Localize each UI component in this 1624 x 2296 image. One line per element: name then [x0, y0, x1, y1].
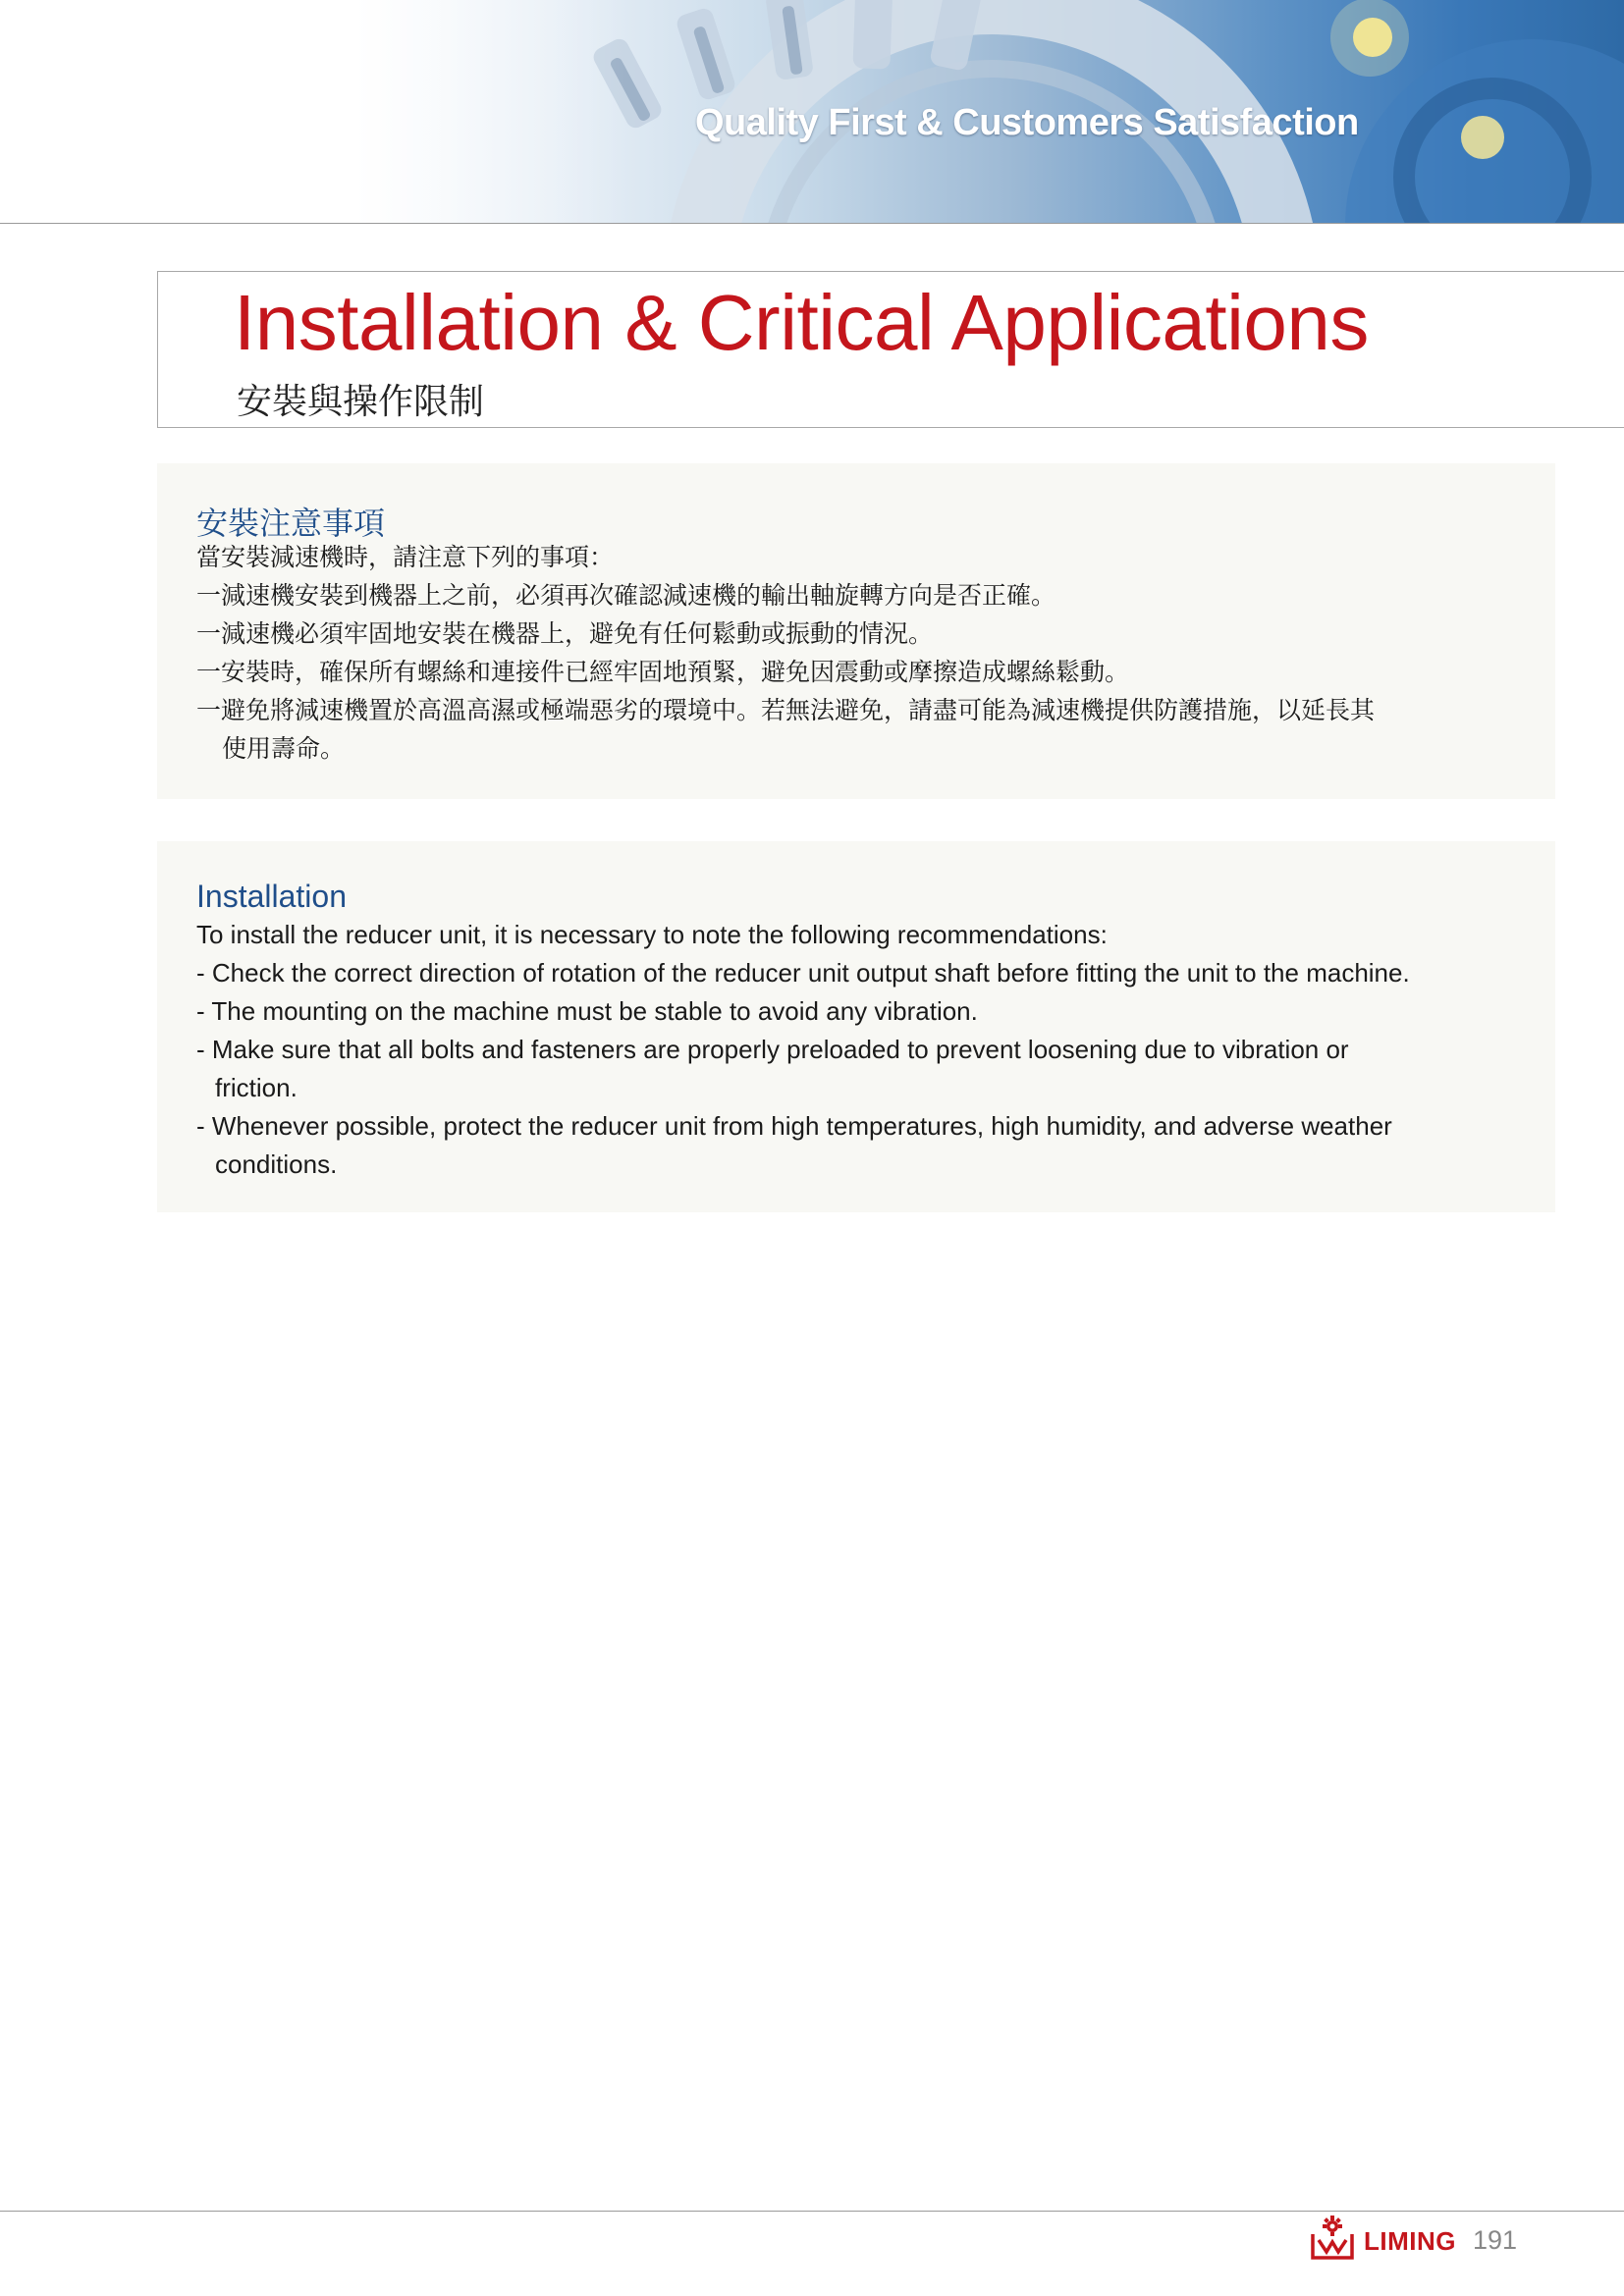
liming-gear-logo-icon: [1309, 2215, 1356, 2262]
section-intro-zh: 當安裝減速機時，請注意下列的事項：: [196, 543, 615, 571]
footer-brand: LIMING: [1364, 2226, 1456, 2256]
list-item: - The mounting on the machine must be stable to avoid any vibration.: [196, 996, 978, 1026]
page-title: Installation & Critical Applications: [234, 279, 1369, 366]
header-divider: [0, 223, 1624, 224]
list-item: - Whenever possible, protect the reducer unit from high temperatures, high humidity, and adverse weather conditions.: [196, 1111, 1392, 1179]
header-banner: [0, 0, 1624, 223]
installation-notes-zh-panel: [157, 463, 1555, 799]
section-intro-en: To install the reducer unit, it is necessary to note the following recommendations:: [196, 920, 1108, 949]
banner-slogan: Quality First & Customers Satisfaction: [695, 102, 1359, 143]
section-heading-en: Installation: [196, 879, 347, 914]
list-item: - Make sure that all bolts and fasteners are properly preloaded to prevent loosening due to vibration or friction.: [196, 1035, 1349, 1102]
list-item: 一減速機安裝到機器上之前，必須再次確認減速機的輸出軸旋轉方向是否正確。: [196, 581, 1056, 610]
section-heading-zh: 安裝注意事項: [196, 505, 386, 542]
page-subtitle-zh: 安裝與操作限制: [237, 382, 485, 422]
list-item: 一安裝時，確保所有螺絲和連接件已經牢固地預緊，避免因震動或摩擦造成螺絲鬆動。: [196, 658, 1130, 686]
installation-notes-en-panel: [157, 841, 1555, 1212]
list-item: 一減速機必須牢固地安裝在機器上，避免有任何鬆動或振動的情況。: [196, 619, 934, 648]
title-block: [157, 271, 1624, 428]
footer-divider: [0, 2211, 1624, 2212]
page-number: 191: [1473, 2225, 1518, 2255]
list-item: 一避免將減速機置於高溫高濕或極端惡劣的環境中。若無法避免，請盡可能為減速機提供防護措施，以延長其 使用壽命。: [196, 696, 1376, 763]
list-item: - Check the correct direction of rotation of the reducer unit output shaft before fitting the unit to the machine.: [196, 958, 1410, 988]
